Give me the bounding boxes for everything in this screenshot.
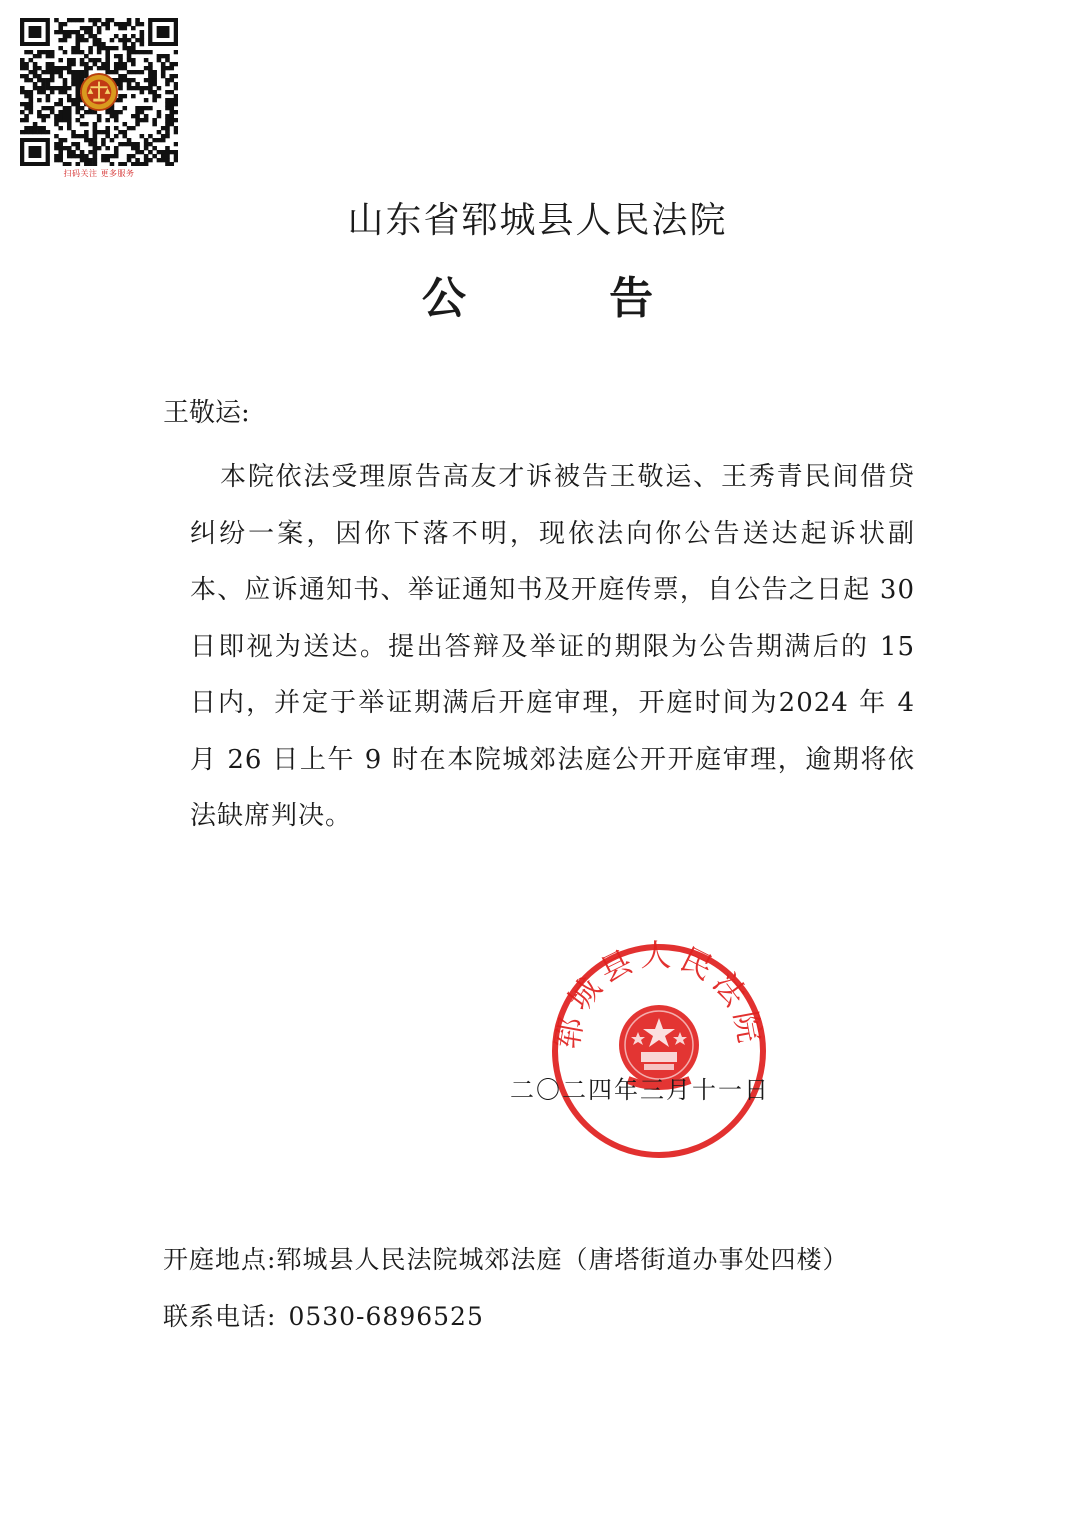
- issue-date: 二〇二四年三月十一日: [510, 1076, 770, 1104]
- contact-phone-value: 0530-6896525: [288, 1302, 484, 1331]
- qr-code-block: [20, 18, 178, 179]
- court-seal-icon: [548, 940, 770, 1162]
- document-title: 公 告: [421, 273, 718, 324]
- notice-body: 本院依法受理原告高友才诉被告王敬运、王秀青民间借贷纠纷一案，因你下落不明，现依法向你公告送达起诉状副本、应诉通知书、举证通知书及开庭传票，自公告之日起 30 日即视为送达。提出答辩及举证的期限为公告期满后的 15 日内，并定于举证期满后开庭审理，开庭时间为2024 年 4 月 26 日上午 9 时在本院城郊法庭公开开庭审理，逾期将依法缺席判决。: [190, 462, 915, 831]
- contact-phone: [163, 1297, 484, 1333]
- hearing-location-value: 郓城县人民法院城郊法庭（唐塔街道办事处四楼）: [276, 1245, 849, 1274]
- addressee: 王敬运:: [163, 398, 250, 428]
- seal-text: 郓城县人民法院: [549, 940, 769, 1052]
- qr-caption: 扫码关注 更多服务: [63, 169, 135, 178]
- hearing-location-label: 开庭地点:: [163, 1245, 277, 1274]
- court-name: 山东省郓城县人民法院: [347, 200, 728, 241]
- court-emblem-icon: [80, 73, 118, 111]
- contact-phone-label: 联系电话:: [163, 1302, 277, 1331]
- hearing-location: [163, 1240, 848, 1276]
- qr-code-icon[interactable]: [20, 18, 178, 166]
